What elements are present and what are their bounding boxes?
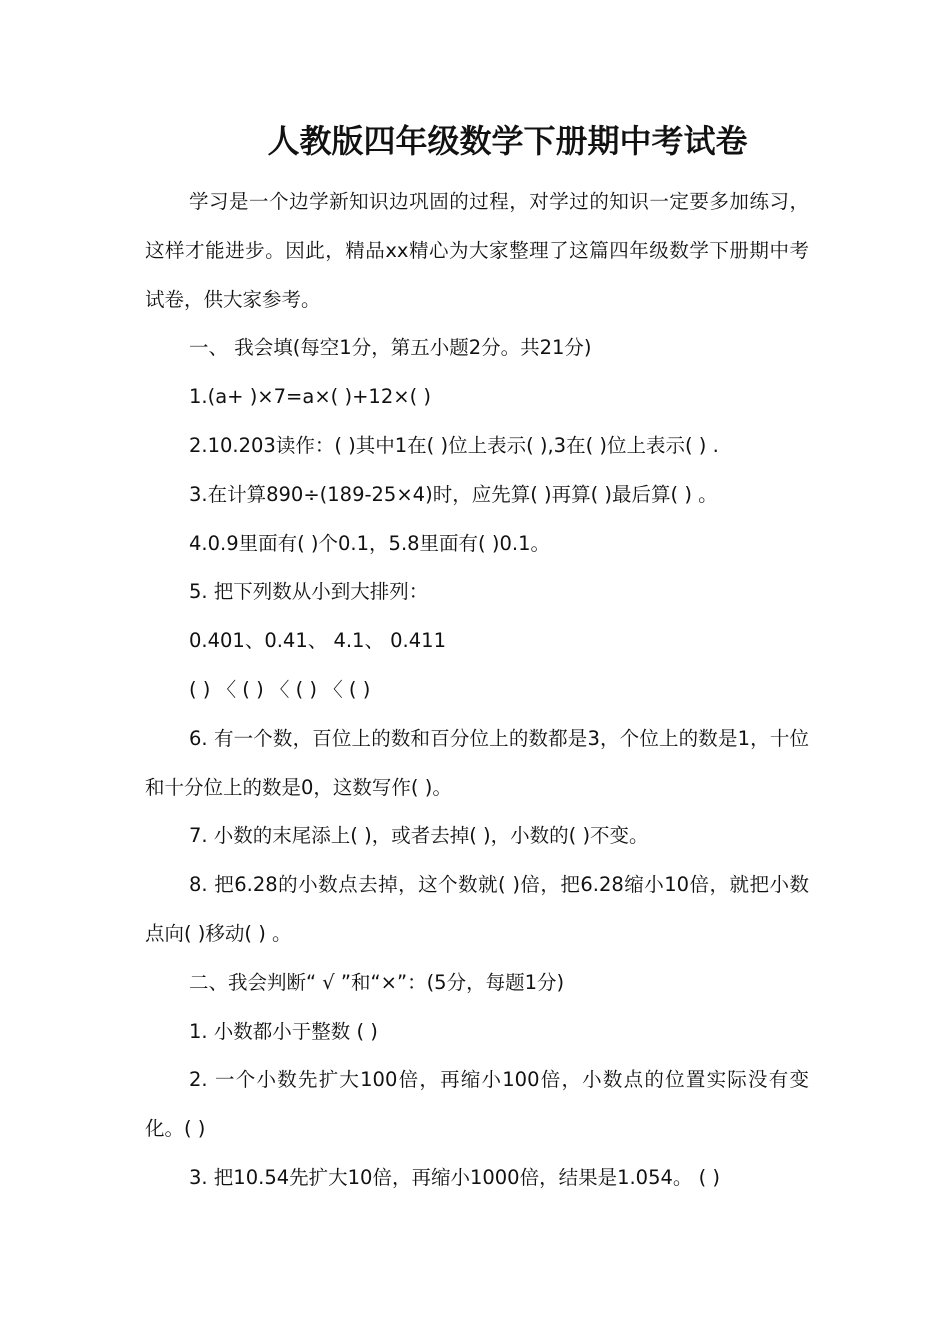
question-item: 2. 一个小数先扩大100倍，再缩小100倍，小数点的位置实际没有变化。( ) [145, 1068, 809, 1141]
question-item: 3. 把10.54先扩大10倍，再缩小1000倍，结果是1.054。 ( ) [189, 1165, 721, 1189]
question-item: ( ) 〈 ( ) 〈 ( ) 〈 ( ) [189, 677, 371, 701]
question-item: 4.0.9里面有( )个0.1，5.8里面有( )0.1。 [189, 531, 550, 555]
intro-paragraph: 学习是一个边学新知识边巩固的过程，对学过的知识一定要多加练习，这样才能进步。因此，精品xx精心为大家整理了这篇四年级数学下册期中考试卷，供大家参考。 [145, 190, 809, 311]
section-heading-judge: 二、我会判断“ √ ”和“×”：(5分，每题1分) [189, 970, 565, 994]
document-body [145, 178, 809, 1203]
question-item: 1.(a+ )×7=a×( )+12×( ) [189, 385, 431, 409]
question-item: 7. 小数的末尾添上( )，或者去掉( )，小数的( )不变。 [189, 824, 649, 848]
question-item: 0.401、0.41、 4.1、 0.411 [189, 629, 446, 653]
question-item: 2.10.203读作：( )其中1在( )位上表示( ),3在( )位上表示( ) . [189, 433, 719, 457]
question-item: 3.在计算890÷(189-25×4)时，应先算( )再算( )最后算( ) 。 [189, 482, 718, 506]
question-item: 6. 有一个数，百位上的数和百分位上的数都是3，个位上的数是1，十位和十分位上的数是0，这数写作( )。 [145, 726, 809, 799]
question-item: 1. 小数都小于整数 ( ) [189, 1019, 378, 1043]
document-title: 人教版四年级数学下册期中考试卷 [267, 122, 748, 160]
question-item: 8. 把6.28的小数点去掉，这个数就( )倍，把6.28缩小10倍，就把小数点向( )移动( ) 。 [145, 873, 809, 945]
section-heading-fill: 一、 我会填(每空1分，第五小题2分。共21分) [189, 336, 592, 360]
question-item: 5. 把下列数从小到大排列： [189, 580, 429, 604]
